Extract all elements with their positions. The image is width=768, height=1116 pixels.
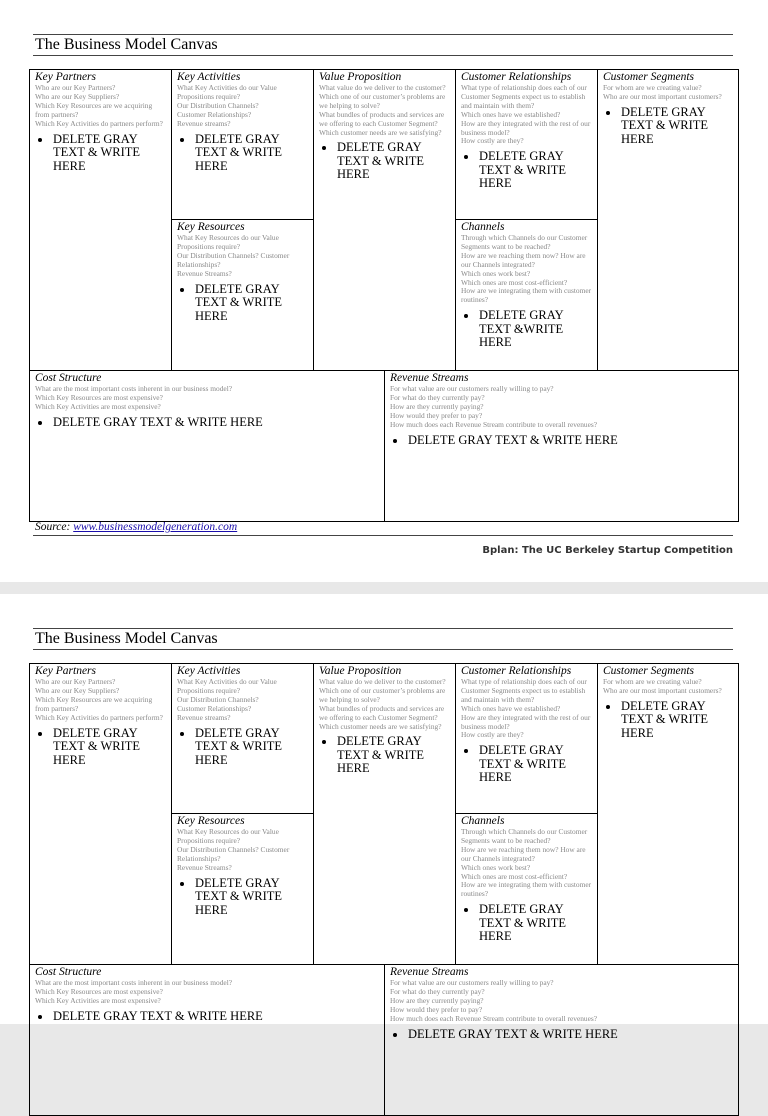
block-prompt: What type of relationship does each of our Customer Segments expect us to establish and maintain with them? Which ones have we established? How are they integrated with the rest of our business model? How costly are they? bbox=[461, 677, 591, 740]
list-item[interactable]: • DELETE GRAY TEXT & WRITE HERE bbox=[194, 877, 308, 918]
list-item[interactable]: • DELETE GRAY TEXT & WRITE HERE bbox=[336, 735, 450, 776]
revenue-streams-block[interactable] bbox=[384, 370, 739, 522]
list-item[interactable]: • DELETE GRAY TEXT & WRITE HERE bbox=[194, 727, 308, 768]
document-title: The Business Model Canvas bbox=[35, 36, 218, 53]
block-title: Key Resources bbox=[177, 221, 245, 233]
block-list bbox=[35, 133, 166, 174]
block-list bbox=[461, 903, 592, 944]
list-item[interactable]: • DELETE GRAY TEXT & WRITE HERE bbox=[620, 700, 733, 741]
footer-note: Bplan: The UC Berkeley Startup Competition bbox=[482, 545, 733, 556]
list-item[interactable]: • DELETE GRAY TEXT & WRITE HERE bbox=[52, 727, 166, 768]
block-list bbox=[35, 416, 379, 430]
block-prompt: What value do we deliver to the customer? Which one of our customer’s problems are we helping to solve? What bundles of products and services are we offering to each Customer Segment? Which customer needs are we satisfying? bbox=[319, 677, 446, 731]
value-proposition-block[interactable] bbox=[313, 663, 456, 965]
block-list bbox=[35, 727, 166, 768]
block-list bbox=[390, 1028, 733, 1042]
block-prompt: Who are our Key Partners? Who are our Key Suppliers? Which Key Resources are we acquiring from partners? Which Key Activities do partners perform? bbox=[35, 677, 163, 722]
revenue-streams-block[interactable] bbox=[384, 964, 739, 1116]
list-item[interactable]: • DELETE GRAY TEXT & WRITE HERE bbox=[407, 1028, 733, 1042]
block-title: Value Proposition bbox=[319, 665, 402, 677]
block-title: Customer Relationships bbox=[461, 665, 572, 677]
list-item[interactable]: • DELETE GRAY TEXT & WRITE HERE bbox=[478, 744, 592, 785]
block-prompt: What Key Activities do our Value Propositions require? Our Distribution Channels? Customer Relationships? Revenue streams? bbox=[177, 83, 277, 128]
list-item[interactable]: • DELETE GRAY TEXT & WRITE HERE bbox=[52, 416, 379, 430]
list-item[interactable]: • DELETE GRAY TEXT & WRITE HERE bbox=[478, 903, 592, 944]
list-item[interactable]: • DELETE GRAY TEXT &WRITE HERE bbox=[478, 309, 592, 350]
customer-segments-block[interactable] bbox=[597, 663, 739, 965]
list-item[interactable]: • DELETE GRAY TEXT & WRITE HERE bbox=[620, 106, 733, 147]
business-model-canvas bbox=[29, 69, 739, 522]
customer-segments-block[interactable] bbox=[597, 69, 739, 371]
block-title: Channels bbox=[461, 221, 505, 233]
key-partners-block[interactable] bbox=[29, 663, 172, 965]
block-list bbox=[177, 727, 308, 768]
block-title: Key Activities bbox=[177, 665, 241, 677]
block-list bbox=[390, 434, 733, 448]
page-2 bbox=[0, 594, 768, 1041]
list-item[interactable]: • DELETE GRAY TEXT & WRITE HERE bbox=[194, 283, 308, 324]
block-prompt: Who are our Key Partners? Who are our Key Suppliers? Which Key Resources are we acquiring from partners? Which Key Activities do partners perform? bbox=[35, 83, 163, 128]
block-prompt: For whom are we creating value? Who are our most important customers? bbox=[603, 83, 722, 101]
channels-block[interactable] bbox=[455, 813, 598, 965]
cost-structure-block[interactable] bbox=[29, 370, 385, 522]
customer-relationships-block[interactable] bbox=[455, 69, 598, 220]
block-list bbox=[35, 1010, 379, 1024]
key-resources-block[interactable] bbox=[171, 219, 314, 371]
block-title: Channels bbox=[461, 815, 505, 827]
key-partners-block[interactable] bbox=[29, 69, 172, 371]
block-title: Value Proposition bbox=[319, 71, 402, 83]
block-title: Cost Structure bbox=[35, 966, 102, 978]
block-prompt: For what value are our customers really willing to pay? For what do they currently pay? How are they currently paying? How would they prefer to pay? How much does each Revenue Stream contribute to overall revenues? bbox=[390, 978, 598, 1023]
block-list bbox=[461, 150, 592, 191]
block-title: Revenue Streams bbox=[390, 966, 469, 978]
block-prompt: What Key Resources do our Value Propositions require? Our Distribution Channels? Customer Relationships? Revenue Streams? bbox=[177, 827, 290, 872]
value-proposition-block[interactable] bbox=[313, 69, 456, 371]
list-item[interactable]: • DELETE GRAY TEXT & WRITE HERE bbox=[336, 141, 450, 182]
source-line bbox=[35, 520, 237, 534]
block-title: Key Resources bbox=[177, 815, 245, 827]
block-title: Customer Relationships bbox=[461, 71, 572, 83]
list-item[interactable]: • DELETE GRAY TEXT & WRITE HERE bbox=[194, 133, 308, 174]
block-prompt: What type of relationship does each of our Customer Segments expect us to establish and maintain with them? Which ones have we established? How are they integrated with the rest of our business model? How costly are they? bbox=[461, 83, 591, 146]
block-title: Customer Segments bbox=[603, 71, 695, 83]
block-prompt: What are the most important costs inherent in our business model? Which Key Resources are most expensive? Which Key Activities are most expensive? bbox=[35, 384, 233, 411]
block-list bbox=[319, 141, 450, 182]
block-list bbox=[177, 283, 308, 324]
list-item[interactable]: • DELETE GRAY TEXT & WRITE HERE bbox=[52, 1010, 379, 1024]
block-prompt: For whom are we creating value? Who are our most important customers? bbox=[603, 677, 722, 695]
block-list bbox=[319, 735, 450, 776]
business-model-canvas bbox=[29, 663, 739, 1116]
block-list bbox=[603, 106, 733, 147]
block-list bbox=[603, 700, 733, 741]
block-list bbox=[461, 309, 592, 350]
block-list bbox=[177, 877, 308, 918]
key-activities-block[interactable] bbox=[171, 663, 314, 814]
block-prompt: For what value are our customers really willing to pay? For what do they currently pay? How are they currently paying? How would they prefer to pay? How much does each Revenue Stream contribute to overall revenues? bbox=[390, 384, 598, 429]
block-title: Key Partners bbox=[35, 71, 97, 83]
block-prompt: What Key Resources do our Value Propositions require? Our Distribution Channels? Customer Relationships? Revenue Streams? bbox=[177, 233, 290, 278]
list-item[interactable]: • DELETE GRAY TEXT & WRITE HERE bbox=[478, 150, 592, 191]
block-list bbox=[461, 744, 592, 785]
block-title: Cost Structure bbox=[35, 372, 102, 384]
block-prompt: What are the most important costs inherent in our business model? Which Key Resources are most expensive? Which Key Activities are most expensive? bbox=[35, 978, 233, 1005]
list-item[interactable]: • DELETE GRAY TEXT & WRITE HERE bbox=[52, 133, 166, 174]
document-title: The Business Model Canvas bbox=[35, 630, 218, 647]
key-activities-block[interactable] bbox=[171, 69, 314, 220]
customer-relationships-block[interactable] bbox=[455, 663, 598, 814]
key-resources-block[interactable] bbox=[171, 813, 314, 965]
list-item[interactable]: • DELETE GRAY TEXT & WRITE HERE bbox=[407, 434, 733, 448]
top-rule bbox=[33, 34, 733, 35]
block-title: Key Partners bbox=[35, 665, 97, 677]
block-title: Customer Segments bbox=[603, 665, 695, 677]
title-underline bbox=[33, 55, 733, 56]
block-prompt: Through which Channels do our Customer Segments want to be reached? How are we reaching them now? How are our Channels integrated? Which ones work best? Which ones are most cost-efficient? How are we integrating them with customer routines? bbox=[461, 827, 592, 899]
block-prompt: Through which Channels do our Customer Segments want to be reached? How are we reaching them now? How are our Channels integrated? Which ones work best? Which ones are most cost-efficient? How are we integrating them with customer routines? bbox=[461, 233, 592, 305]
block-title: Key Activities bbox=[177, 71, 241, 83]
top-rule bbox=[33, 628, 733, 629]
block-title: Revenue Streams bbox=[390, 372, 469, 384]
source-label: Source: bbox=[35, 521, 71, 533]
source-link[interactable]: www.businessmodelgeneration.com bbox=[73, 521, 238, 533]
cost-structure-block[interactable] bbox=[29, 964, 385, 1116]
title-underline bbox=[33, 649, 733, 650]
block-prompt: What value do we deliver to the customer? Which one of our customer’s problems are we helping to solve? What bundles of products and services are we offering to each Customer Segment? Which customer needs are we satisfying? bbox=[319, 83, 446, 137]
source-rule bbox=[33, 535, 733, 536]
block-list bbox=[177, 133, 308, 174]
channels-block[interactable] bbox=[455, 219, 598, 371]
block-prompt: What Key Activities do our Value Propositions require? Our Distribution Channels? Customer Relationships? Revenue streams? bbox=[177, 677, 277, 722]
